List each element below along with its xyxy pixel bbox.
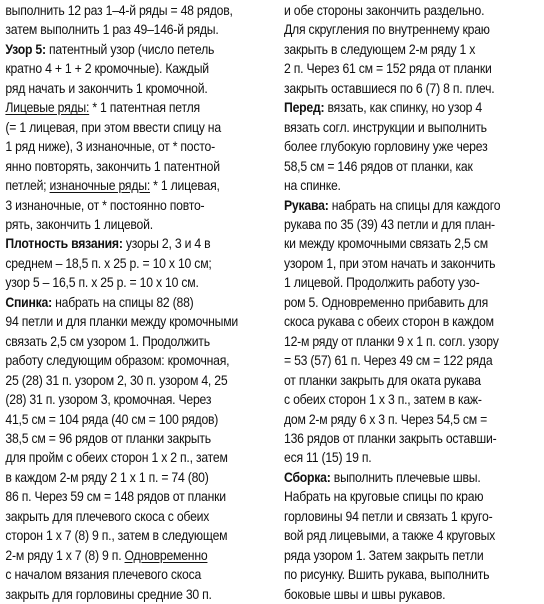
text-line [284,196,544,215]
text-run: набрать на спицы для каждого [328,197,501,213]
text-run: кратно 4 + 1 + 2 кромочные). Каждый [5,61,209,77]
text-run: = 53 (57) 61 п. Через 49 см = 122 ряда [284,353,493,369]
text-line [284,273,544,292]
text-run: закрыть для горловины средние 30 п. [5,586,212,602]
right-column [284,0,544,604]
text-run: узором 1, при этом начать и закончить [284,255,496,271]
text-run: боковые швы и швы рукавов. [284,586,446,602]
text-line [284,312,544,331]
text-run: рукава по 35 (39) 43 петли и для план- [284,216,495,232]
text-line [5,487,261,506]
text-run: закрыть в следующем 2-м ряду 1 х [284,41,476,57]
text-line [284,448,544,467]
text-line [284,429,544,448]
section-heading: Рукава: [284,197,329,213]
text-line [284,1,544,20]
text-line [284,157,544,176]
text-run: 2-м ряду 1 х 7 (8) 9 п. [5,547,125,563]
text-run: патентный узор (число петель [45,41,215,57]
text-line [284,487,544,506]
section-heading: Плотность вязания: [5,236,123,252]
text-line [5,215,261,234]
text-run: с обеих сторон 1 х 3 п., затем в каж- [284,392,482,408]
text-line [284,351,544,370]
text-line [5,429,261,448]
text-line [284,293,544,312]
text-run: связать 2,5 см узором 1. Продолжить [5,333,210,349]
underlined-label: Одновременно [124,547,208,563]
text-run: горловины 94 петли и связать 1 круго- [284,508,493,524]
text-run: 58,5 см = 146 рядов от планки, как [284,158,473,174]
text-run: набрать на спицы 82 (88) [51,294,194,310]
text-line [5,40,261,59]
text-line [5,293,261,312]
text-line [5,546,261,565]
text-line [5,196,261,215]
text-line [5,351,261,370]
text-run: и обе стороны закончить раздельно. [284,3,485,18]
text-run: ром 5. Одновременно прибавить для [284,294,488,310]
text-run: выполнить плечевые швы. [330,469,481,485]
left-column [0,0,261,602]
text-line [5,254,261,273]
text-run: узор 5 – 16,5 п. х 25 р. = 10 х 10 см. [5,275,199,291]
text-run: сторон 1 х 7 (8) 9 п., затем в следующем [5,528,228,544]
text-run: ки между кромочными связать 2,5 см [284,236,488,252]
text-run: дом 2-м ряду 6 х 3 п. Через 54,5 см = [284,411,488,427]
text-line [5,1,261,20]
text-run: от планки закрыть для оката рукава [284,372,481,388]
text-line [284,79,544,98]
text-line [5,59,261,78]
section-heading: Спинка: [5,294,52,310]
text-line [284,234,544,253]
text-run: вязать, как спинку, но узор 4 [324,100,482,116]
text-run: закрыть для плечевого скоса с обеих [5,508,210,524]
text-line [5,448,261,467]
text-line [284,507,544,526]
text-run: на спинке. [284,178,341,194]
section-heading: Перед: [284,100,325,116]
text-run: рять, закончить 1 лицевой. [5,216,153,232]
text-line [5,565,261,584]
text-run: среднем – 18,5 п. х 25 р. = 10 х 10 см; [5,255,212,271]
text-line [5,98,261,117]
text-line [284,390,544,409]
text-run: ряда узором 1. Затем закрыть петли [284,547,484,563]
section-heading: Сборка: [284,469,331,485]
text-run: 1 лицевой. Продолжить работу узо- [284,275,480,291]
text-run: Для скругления по внутреннему краю [284,22,490,38]
text-line [284,546,544,565]
text-run: 3 изнаночные, от * постоянно повто- [5,197,205,213]
text-run: 41,5 см = 104 ряда (40 см = 100 рядов) [5,411,219,427]
text-run: вой ряд лицевыми, а также 4 круговых [284,528,496,544]
section-heading: Узор 5: [5,41,46,57]
text-line [5,390,261,409]
text-line [284,176,544,195]
text-run: затем выполнить 1 раз 49–146-й ряды. [5,22,219,38]
text-run: выполнить 12 раз 1–4-й ряды = 48 рядов, [5,3,233,18]
text-line [284,468,544,487]
text-run: 94 петли и для планки между кромочными [5,314,239,330]
text-line [284,410,544,429]
text-run: работу следующим образом: кромочная, [5,353,230,369]
text-line [284,254,544,273]
text-run: 12-м ряду от планки 9 х 1 п. согл. узору [284,333,499,349]
text-line [5,137,261,156]
text-line [284,215,544,234]
text-line [284,40,544,59]
text-line [284,526,544,545]
text-run: * 1 лицевая, [149,178,220,194]
text-run: по рисунку. Вшить рукава, выполнить [284,567,490,583]
text-run: петлей; [5,178,50,194]
text-line [284,118,544,137]
text-run: Набрать на круговые спицы по краю [284,489,484,505]
text-run: (= 1 лицевая, при этом ввести спицу на [5,119,221,135]
text-line [284,371,544,390]
text-run: ряд начать и закончить 1 кромочной. [5,80,208,96]
text-line [5,332,261,351]
text-run: для пройм с обеих сторон 1 х 2 п., затем [5,450,228,466]
text-line [5,371,261,390]
text-line [5,468,261,487]
text-run: в каждом 2-м ряду 2 1 х 1 п. = 74 (80) [5,469,209,485]
text-line [5,526,261,545]
text-run: скоса рукава с обеих сторон в каждом [284,314,494,330]
underlined-label: изнаночные ряды: [49,178,150,194]
text-run: закрыть оставшиеся по 6 (7) 8 п. плеч. [284,80,495,96]
text-run: * 1 патентная петля [89,100,200,116]
text-run: с началом вязания плечевого скоса [5,567,202,583]
text-line [5,410,261,429]
text-line [5,234,261,253]
text-line [284,98,544,117]
text-run: 1 ряд ниже), 3 изнаночные, от * посто- [5,139,215,155]
text-line [5,312,261,331]
text-line [5,79,261,98]
text-line [284,59,544,78]
text-run: вязать согл. инструкции и выполнить [284,119,487,135]
text-run: узоры 2, 3 и 4 в [122,236,211,252]
text-line [5,157,261,176]
text-line [5,20,261,39]
text-run: 38,5 см = 96 рядов от планки закрыть [5,430,211,446]
text-run: 136 рядов от планки закрыть оставши- [284,430,497,446]
text-run: 86 п. Через 59 см = 148 рядов от планки [5,489,226,505]
text-line [284,20,544,39]
text-run: более глубокую горловину уже через [284,139,488,155]
text-line [284,565,544,584]
text-run: 2 п. Через 61 см = 152 ряда от планки [284,61,492,77]
underlined-label: Лицевые ряды: [5,100,90,116]
text-line [284,332,544,351]
text-line [5,176,261,195]
text-line [5,118,261,137]
text-line [5,273,261,292]
text-line [5,507,261,526]
text-line [284,137,544,156]
text-run: еся 11 (15) 19 п. [284,450,372,466]
text-run: янно повторять, закончить 1 патентной [5,158,220,174]
text-run: (28) 31 п. узором 3, кромочная. Через [5,392,212,408]
text-run: 25 (28) 31 п. узором 2, 30 п. узором 4, 25 [5,372,228,388]
